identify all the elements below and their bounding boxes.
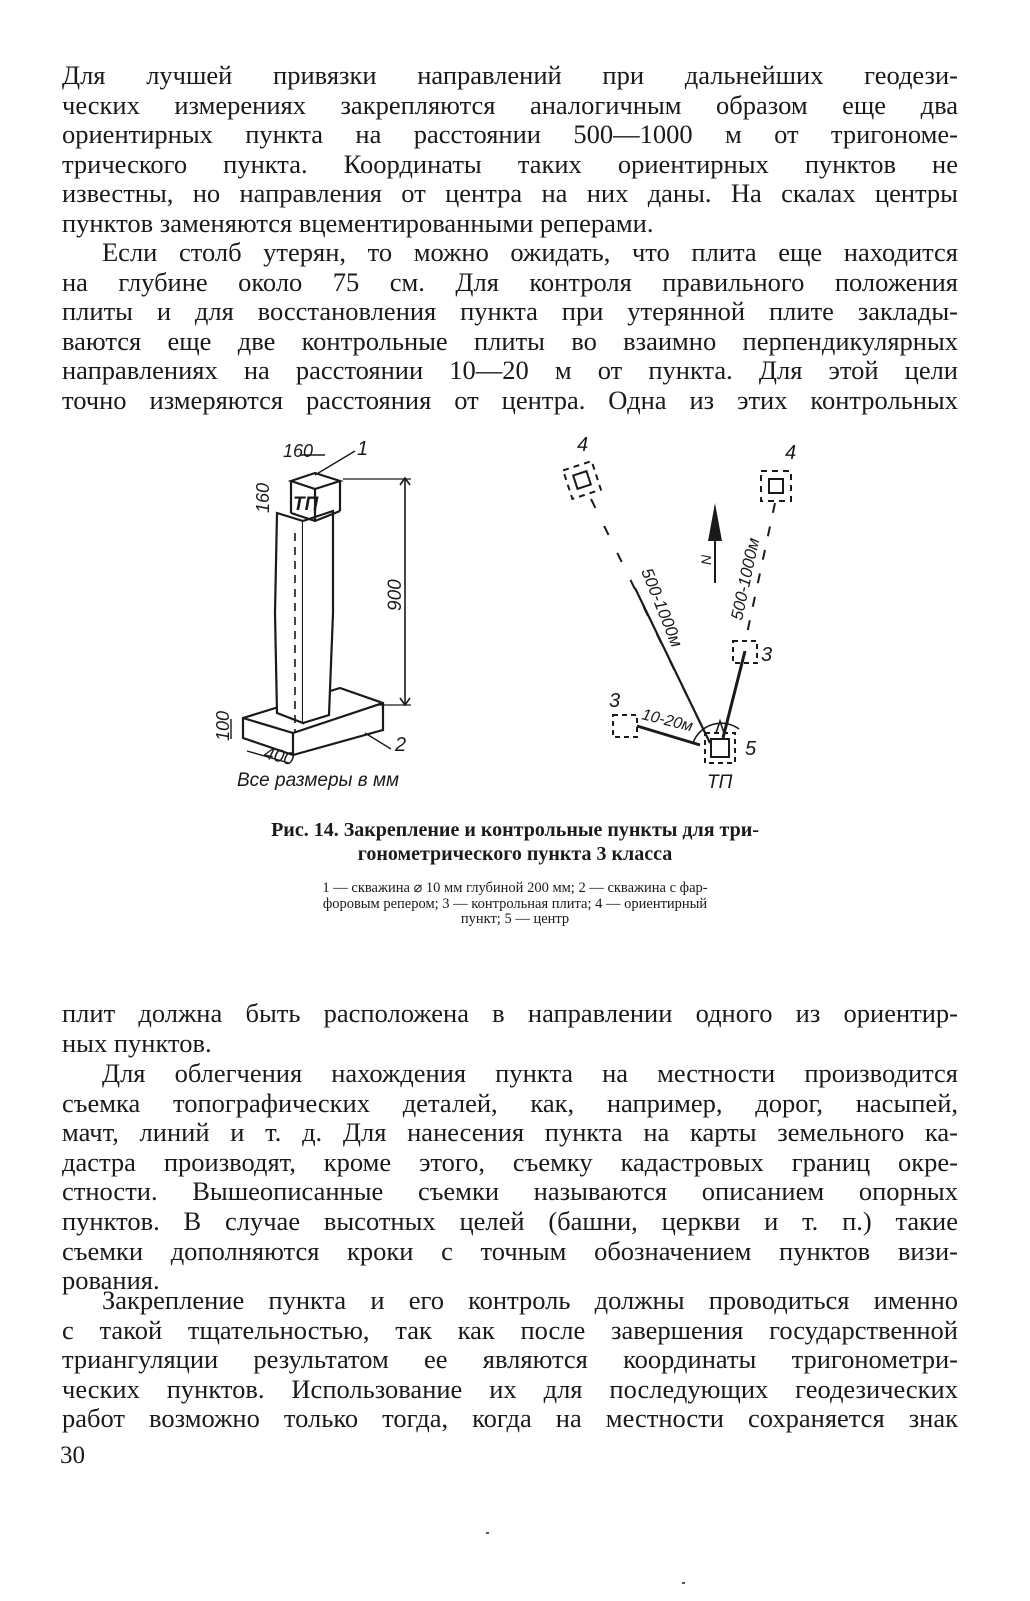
text-line: Если столб утерян, то можно ожидать, что плита еще находится [102, 237, 958, 267]
print-speck [486, 1532, 489, 1534]
dim-height-label: 900 [385, 579, 406, 611]
figure-caption-legend [180, 881, 850, 928]
paragraph-2 [62, 238, 958, 416]
text-line: ваются еще две контрольные плиты во взаимно перпендикулярных [62, 325, 958, 356]
text-line: ческих пунктов. Использование их для последующих геодезических [62, 1373, 958, 1404]
legend-line: форовым репером; 3 — контрольная плита; 4 — ориентирный [322, 895, 708, 912]
label-5: 5 [745, 738, 757, 760]
dimensions-note: Все размеры в мм [237, 770, 400, 791]
text-line: точно измеряются расстояния от центра. Одна из этих контрольных [62, 384, 958, 415]
paragraph-1 [62, 61, 958, 239]
page-number: 30 [60, 1442, 85, 1469]
paragraph-4 [62, 1059, 958, 1296]
figure-14 [205, 433, 805, 798]
text-line: триангуляции результатом ее являются координаты тригонометри- [62, 1344, 958, 1375]
text-line: известны, но направления от центра на них даны. На скалах центры [62, 178, 958, 209]
caption-line: Рис. 14. Закрепление и контрольные пункты для три- [271, 819, 759, 841]
paragraph-5 [62, 1286, 958, 1434]
distance-right-label: 500-1000м [727, 536, 764, 622]
text-line: ориентирных пункта на расстоянии 500—1000 м от тригономе- [62, 119, 958, 150]
dim-top-label: 160 [283, 441, 314, 461]
text-line: плиты и для восстановления пункта при утерянной плите заклады- [62, 296, 958, 327]
text-line: на глубине около 75 см. Для контроля правильного положения [62, 266, 958, 297]
label-2: 2 [395, 734, 407, 756]
text-line: работ возможно только тогда, когда на местности сохраняется знак [62, 1403, 958, 1434]
dim-base-h-label: 100 [213, 710, 233, 741]
figure-caption-title [150, 818, 880, 866]
figure-svg [205, 433, 805, 798]
north-label: N [698, 554, 714, 565]
text-line: дастра производят, кроме этого, съемку кадастровых границ окре- [62, 1146, 958, 1177]
plaque-label: ТП [293, 494, 319, 515]
legend-line: 1 — скважина ⌀ 10 мм глубиной 200 мм; 2 — скважина с фар- [322, 880, 708, 896]
text-line: рования. [62, 1265, 160, 1296]
legend-line: пункт; 5 — центр [460, 911, 570, 927]
north-arrow-icon [708, 503, 722, 541]
text-line: Для облегчения нахождения пункта на местности производится [102, 1058, 958, 1088]
label-3-right: 3 [761, 644, 773, 666]
tp-label: ТП [707, 772, 733, 793]
dim-base-w-label: 400 [262, 742, 297, 770]
text-line: съемки дополняются кроки с точным обозначением пунктов визи- [62, 1235, 958, 1266]
distance-left-label: 500-1000м [637, 565, 687, 650]
text-line: с такой тщательностью, так как после завершения государственной [62, 1314, 958, 1345]
text-line: Закрепление пункта и его контроль должны проводиться именно [102, 1285, 958, 1315]
text-line: плит должна быть расположена в направлении одного из ориентир- [62, 998, 958, 1028]
text-line: пунктов заменяются вцементированными реперами. [62, 207, 654, 238]
text-line: мачт, линий и т. д. Для нанесения пункта на карты земельного ка- [62, 1117, 958, 1148]
text-line: трического пункта. Координаты таких ориентирных пунктов не [62, 148, 958, 179]
label-1: 1 [357, 438, 369, 460]
text-line: ных пунктов. [62, 1027, 212, 1058]
paragraph-3 [62, 999, 958, 1058]
dim-side-label: 160 [253, 482, 273, 513]
text-line: ческих измерениях закрепляются аналогичным образом еще два [62, 89, 958, 120]
text-line: пунктов. В случае высотных целей (башни, церкви и т. п.) такие [62, 1205, 958, 1236]
text-line: направлениях на расстоянии 10—20 м от пункта. Для этой цели [62, 355, 958, 386]
short-distance-label: 10-20м [640, 706, 695, 736]
text-line: стности. Вышеописанные съемки называются описанием опорных [62, 1176, 958, 1207]
text-line: Для лучшей привязки направлений при дальнейших геодези- [62, 60, 958, 90]
caption-line: гонометрического пункта 3 класса [357, 843, 673, 865]
label-3-left: 3 [609, 690, 621, 712]
label-4-left: 4 [577, 434, 589, 456]
label-4-right: 4 [785, 442, 797, 464]
text-line: съемка топографических деталей, как, например, дорог, насыпей, [62, 1087, 958, 1118]
print-speck [682, 1582, 685, 1584]
